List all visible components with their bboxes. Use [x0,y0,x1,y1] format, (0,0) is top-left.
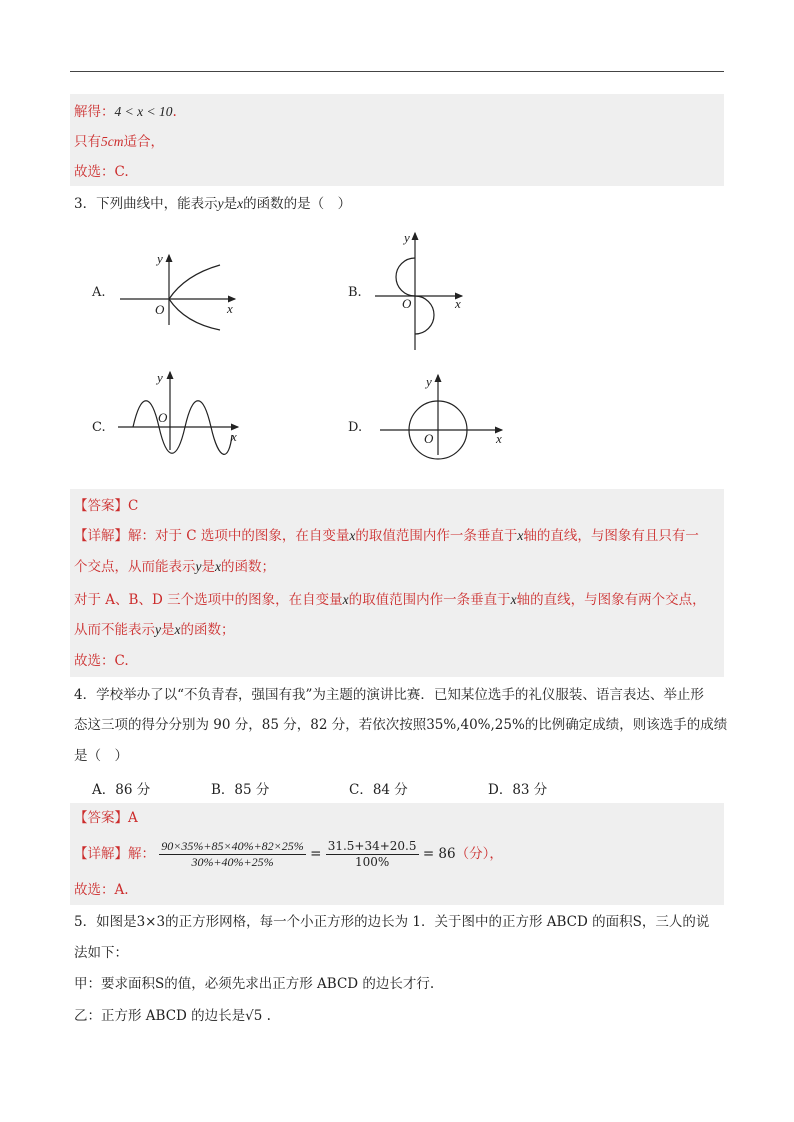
q5-line-3: 甲：要求面积S的值，必须先求出正方形 ABCD 的边长才行. [74,976,435,992]
q5-line-4: 乙：正方形 ABCD 的边长是√5 . [74,1008,271,1024]
q3-graphs [0,0,794,480]
q3-stem: 3．下列曲线中，能表示y是x的函数的是（ ） [74,196,352,212]
graph-d-y-label: y [426,374,432,389]
q3-answer: 【答案】C [74,498,139,514]
option-a-label: A. [92,285,106,300]
q4-fraction-1: $\frac{90\times 35\%+85\times 40\%+82\times 25\%}{30\%+40\%+25\%}$ [161,839,304,869]
graph-d-origin: O [424,431,434,446]
q4-conclusion: 故选：A. [74,882,129,898]
option-d-label: D. [348,420,363,435]
q4-option-b: B．85 分 [211,782,270,798]
q4-detail: 【详解】解： $\frac{90\times 35\%+85\times 40\%+82\times 25\%}{30\%+40\%+25\%}$ = $\frac{31.5+34+20.5}{100\%}$ = 86（分）， [74,839,503,869]
graph-b-origin: O [402,296,412,311]
q4-option-c: C．84 分 [349,782,408,798]
solution-line-2: 只有5cm适合， [74,134,164,150]
q3-conclusion: 故选：C. [74,653,129,669]
graph-c-origin: O [158,410,168,425]
graph-b-x-label: x [455,296,461,311]
q4-option-d: D．83 分 [488,782,548,798]
graph-d [380,375,502,459]
q4-stem-line-1: 4．学校举办了以“不负青春，强国有我”为主题的演讲比赛．已知某位选手的礼仪服装、语言表达、举止形 [74,687,704,703]
graph-a-y-label: y [157,251,163,266]
graph-a-origin: O [155,302,165,317]
q5-line-2: 法如下： [74,945,128,961]
solution-line-3: 故选：C. [74,164,129,180]
graph-c [118,372,238,454]
graph-c-x-label: x [231,429,237,444]
q3-answer-band [70,489,724,677]
graph-a-x-label: x [227,301,233,316]
option-c-label: C. [92,420,106,435]
q3-detail-line-1: 【详解】解：对于 C 选项中的图象，在自变量x的取值范围内作一条垂直于x轴的直线，与图象有且只有一 [74,528,699,544]
q4-answer: 【答案】A [74,810,138,826]
q3-detail-line-3: 对于 A、B、D 三个选项中的图象，在自变量x的取值范围内作一条垂直于x轴的直线，与图象有两个交点， [74,592,706,608]
q3-detail-line-4: 从而不能表示y是x的函数； [74,622,235,638]
q3-detail-line-2: 个交点，从而能表示y是x的函数； [74,559,275,575]
graph-b [375,233,462,350]
graph-c-y-label: y [157,370,163,385]
q4-stem-line-3: 是（ ） [74,748,128,764]
graph-a [120,255,235,330]
option-b-label: B. [348,285,362,300]
q5-line-1: 5．如图是3×3的正方形网格，每一个小正方形的边长为 1．关于图中的正方形 ABCD 的面积S，三人的说 [74,914,710,930]
q4-fraction-2: $\frac{31.5+34+20.5}{100\%}$ [327,839,417,869]
solution-line-1: 解得：4 < x < 10. [74,104,177,120]
q4-stem-line-2: 态这三项的得分分别为 90 分，85 分，82 分，若依次按照35%,40%,25%的比例确定成绩，则该选手的成绩 [74,717,728,733]
q4-option-a: A．86 分 [92,782,151,798]
graph-b-y-label: y [404,230,410,245]
graph-d-x-label: x [496,431,502,446]
